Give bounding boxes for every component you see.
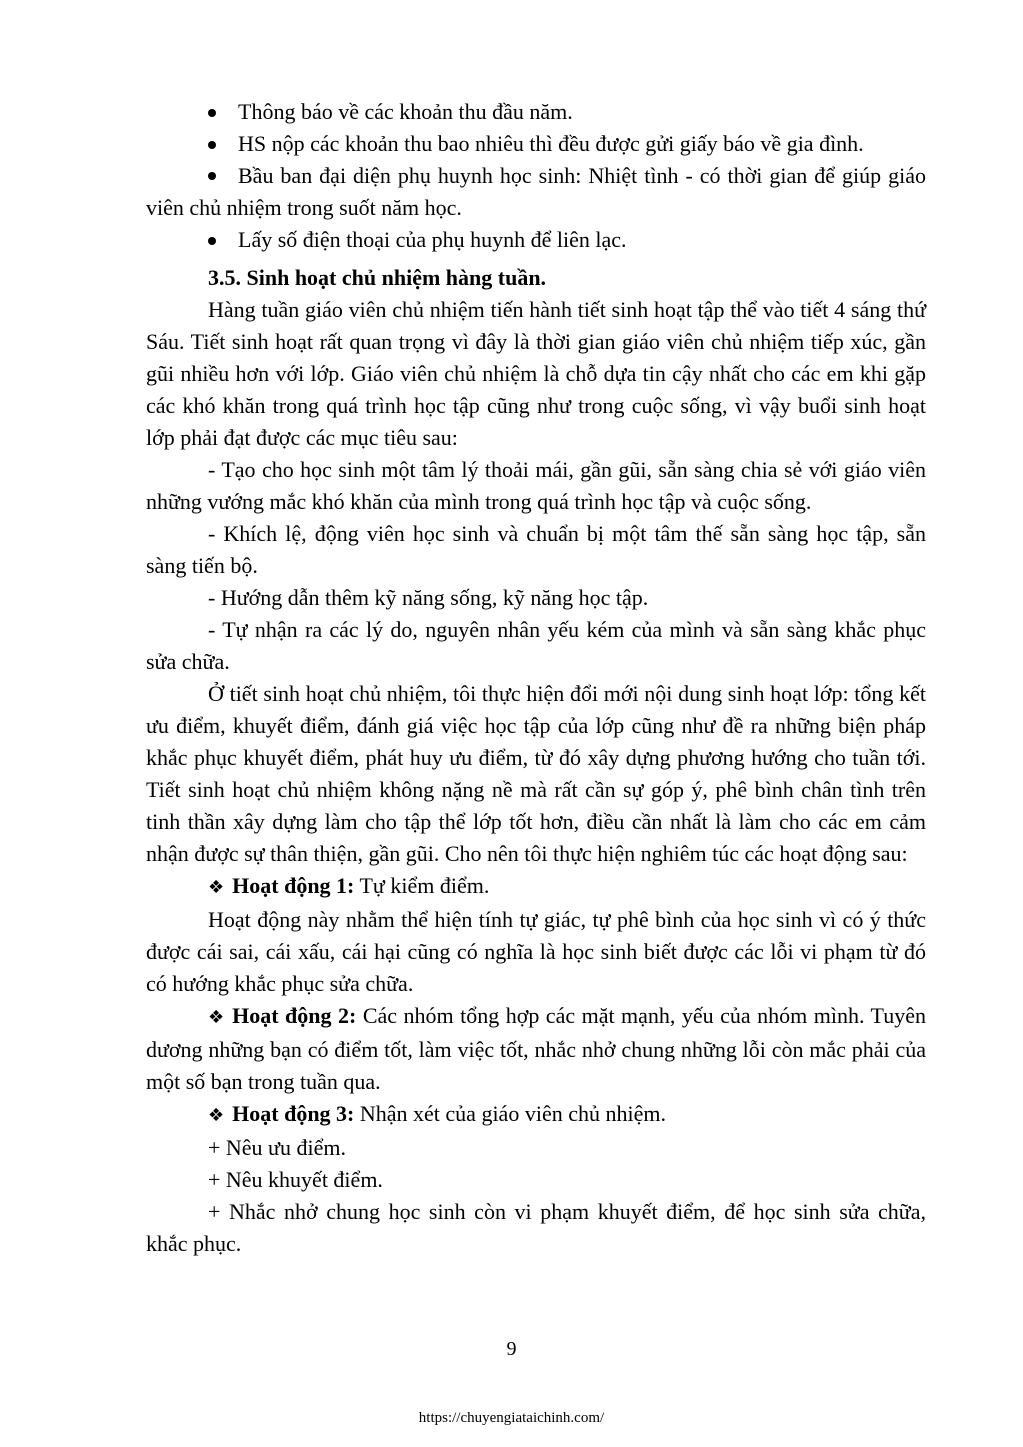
plus-item: + Nhắc nhở chung học sinh còn vi phạm khuyết điểm, để học sinh sửa chữa, khắc phục. [146,1199,926,1256]
activity-item [146,870,926,904]
bullet-dot-icon [208,172,216,180]
activity-label: Hoạt động 2: [232,1003,357,1028]
bullet-text: Lấy số điện thoại của phụ huynh để liên lạc. [238,227,627,252]
activity-text: Các nhóm tổng hợp các mặt mạnh, yếu của nhóm mình. Tuyên dương những bạn có điểm tốt, làm việc tốt, nhắc nhở chung những lỗi còn mắc phải của một số bạn trong tuần qua. [146,1003,926,1094]
bullet-item [146,160,926,224]
bullet-text: Thông báo về các khoản thu đầu năm. [238,99,573,124]
page-number: 9 [506,1338,517,1360]
paragraph: Hàng tuần giáo viên chủ nhiệm tiến hành tiết sinh hoạt tập thể vào tiết 4 sáng thứ Sáu. Tiết sinh hoạt rất quan trọng vì đây là thời gian giáo viên chủ nhiệm tiếp xúc, gần gũi nhiều hơn với lớp. Giáo viên chủ nhiệm là chỗ dựa tin cậy nhất cho các em khi gặp các khó khăn trong quá trình học tập cũng như trong cuộc sống, vì vậy buổi sinh hoạt lớp phải đạt được các mục tiêu sau: [146,297,926,450]
goal-item: - Tạo cho học sinh một tâm lý thoải mái, gần gũi, sẵn sàng chia sẻ với giáo viên những vướng mắc khó khăn của mình trong quá trình học tập và cuộc sống. [146,457,926,514]
goal-item: - Hướng dẫn thêm kỹ năng sống, kỹ năng học tập. [208,585,649,610]
bullet-dot-icon [208,109,216,117]
bullet-item [146,96,926,128]
activity-text: Tự kiểm điểm. [354,873,490,898]
goal-item: - Tự nhận ra các lý do, nguyên nhân yếu kém của mình và sẵn sàng khắc phục sửa chữa. [146,617,926,674]
activity-label: Hoạt động 3: [232,1101,355,1126]
plus-item: + Nêu khuyết điểm. [208,1167,383,1192]
diamond-bullet-icon: ❖ [208,1105,225,1126]
activity-description: Hoạt động này nhằm thể hiện tính tự giác, tự phê bình của học sinh vì có ý thức được cái sai, cái xấu, cái hại cũng có nghĩa là học sinh biết được các lỗi vi phạm từ đó có hướng khắc phục sửa chữa. [146,907,926,996]
paragraph: Ở tiết sinh hoạt chủ nhiệm, tôi thực hiện đổi mới nội dung sinh hoạt lớp: tổng kết ưu điểm, khuyết điểm, đánh giá việc học tập của lớp cũng như đề ra những biện pháp khắc phục khuyết điểm, phát huy ưu điểm, từ đó xây dựng phương hướng cho tuần tới. Tiết sinh hoạt chủ nhiệm không nặng nề mà rất cần sự góp ý, phê bình chân tình trên tinh thần xây dựng làm cho tập thể lớp tốt hơn, điều cần nhất là làm cho các em cảm nhận được sự thân thiện, gần gũi. Cho nên tôi thực hiện nghiêm túc các hoạt động sau: [146,681,926,866]
activity-item [146,1098,926,1132]
bullet-dot-icon [208,141,216,149]
document-page [146,96,926,1260]
diamond-bullet-icon: ❖ [208,877,225,898]
bullet-dot-icon [208,237,216,245]
diamond-bullet-icon: ❖ [208,1007,225,1028]
section-heading: 3.5. Sinh hoạt chủ nhiệm hàng tuần. [208,265,547,290]
bullet-text: Bầu ban đại diện phụ huynh học sinh: Nhiệt tình - có thời gian để giúp giáo viên chủ nhiệm trong suốt năm học. [146,163,926,220]
bullet-text: HS nộp các khoản thu bao nhiêu thì đều được gửi giấy báo về gia đình. [238,131,864,156]
activity-item [146,1000,926,1098]
bullet-item [146,128,926,160]
activity-text: Nhận xét của giáo viên chủ nhiệm. [354,1101,666,1126]
plus-item: + Nêu ưu điểm. [208,1135,346,1160]
goal-item: - Khích lệ, động viên học sinh và chuẩn bị một tâm thế sẵn sàng học tập, sẵn sàng tiến bộ. [146,521,926,578]
bullet-item [146,224,926,256]
footer-url[interactable]: https://chuyengiataichinh.com/ [418,1410,605,1426]
activity-label: Hoạt động 1: [232,873,355,898]
